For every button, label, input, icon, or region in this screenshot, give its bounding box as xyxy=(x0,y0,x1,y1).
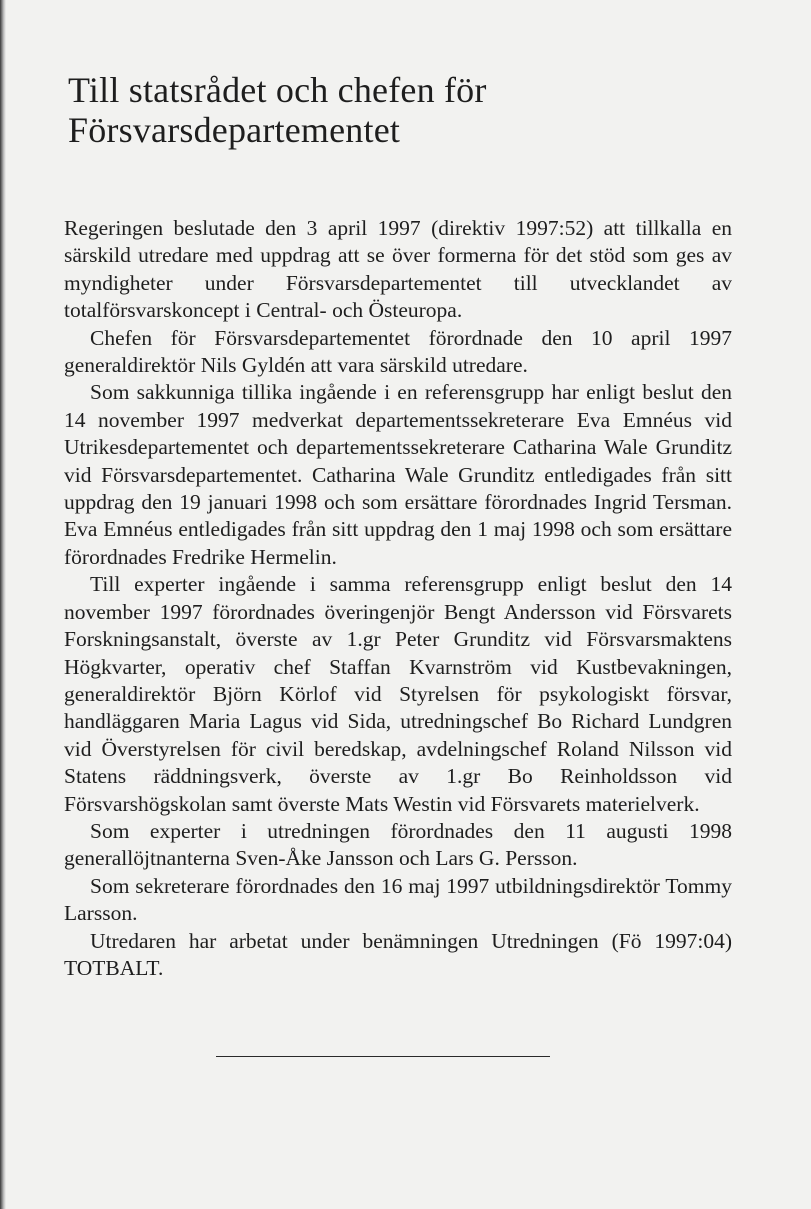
paragraph-experts: Till experter ingående i samma referensgrupp enligt beslut den 14 november 1997 förordnades överingenjör Bengt Andersson vid Försvarets Forskningsanstalt, överste av 1.gr Peter Grunditz vid Försvarsmaktens Högkvarter, operativ chef Staffan Kvarnström vid Kustbevakningen, generaldirektör Björn Körlof vid Styrelsen för psykologiskt försvar, handläggaren Maria Lagus vid Sida, utredningschef Bo Richard Lundgren vid Överstyrelsen för civil beredskap, avdelningschef Roland Nilsson vid Statens räddningsverk, överste av 1.gr Bo Reinholdsson vid Försvarshögskolan samt överste Mats Westin vid Försvarets materielverk. xyxy=(64,572,732,816)
body-text xyxy=(64,215,732,982)
paragraph-appointment: Chefen för Försvarsdepartementet förordnade den 10 april 1997 generaldirektör Nils Gyldén att vara särskild utredare. xyxy=(64,325,732,378)
paragraph-experts-investigation: Som experter i utredningen förordnades den 11 augusti 1998 generallöjtnanterna Sven-Åke Jansson och Lars G. Persson. xyxy=(64,818,732,871)
paragraph-reference-group: Som sakkunniga tillika ingående i en referensgrupp har enligt beslut den 14 november 1997 medverkat departementssekreterare Eva Emnéus vid Utrikesdepartementet och departementssekreterare Catharina Wale Grunditz vid Försvarsdepartementet. Catharina Wale Grunditz entledigades från sitt uppdrag den 19 januari 1998 och som ersättare förordnades Ingrid Tersman. Eva Emnéus entledigades från sitt uppdrag den 1 maj 1998 och som ersättare förordnades Fredrike Hermelin. xyxy=(64,380,732,569)
paragraph-secretary: Som sekreterare förordnades den 16 maj 1997 utbildningsdirektör Tommy Larsson. xyxy=(64,873,732,926)
title-line-2: Försvarsdepartementet xyxy=(68,110,401,150)
book-spine-shadow xyxy=(0,0,6,1209)
closing-divider xyxy=(216,1056,550,1057)
paragraph-directive: Regeringen beslutade den 3 april 1997 (direktiv 1997:52) att tillkalla en särskild utredare med uppdrag att se över formerna för det stöd som ges av myndigheter under Försvarsdepartementet till utvecklandet av totalförsvarskoncept i Central- och Östeuropa. xyxy=(64,216,732,323)
title-line-1: Till statsrådet och chefen för xyxy=(68,70,487,110)
paragraph-working-name: Utredaren har arbetat under benämningen Utredningen (Fö 1997:04) TOTBALT. xyxy=(64,928,732,980)
page-title xyxy=(68,70,768,150)
